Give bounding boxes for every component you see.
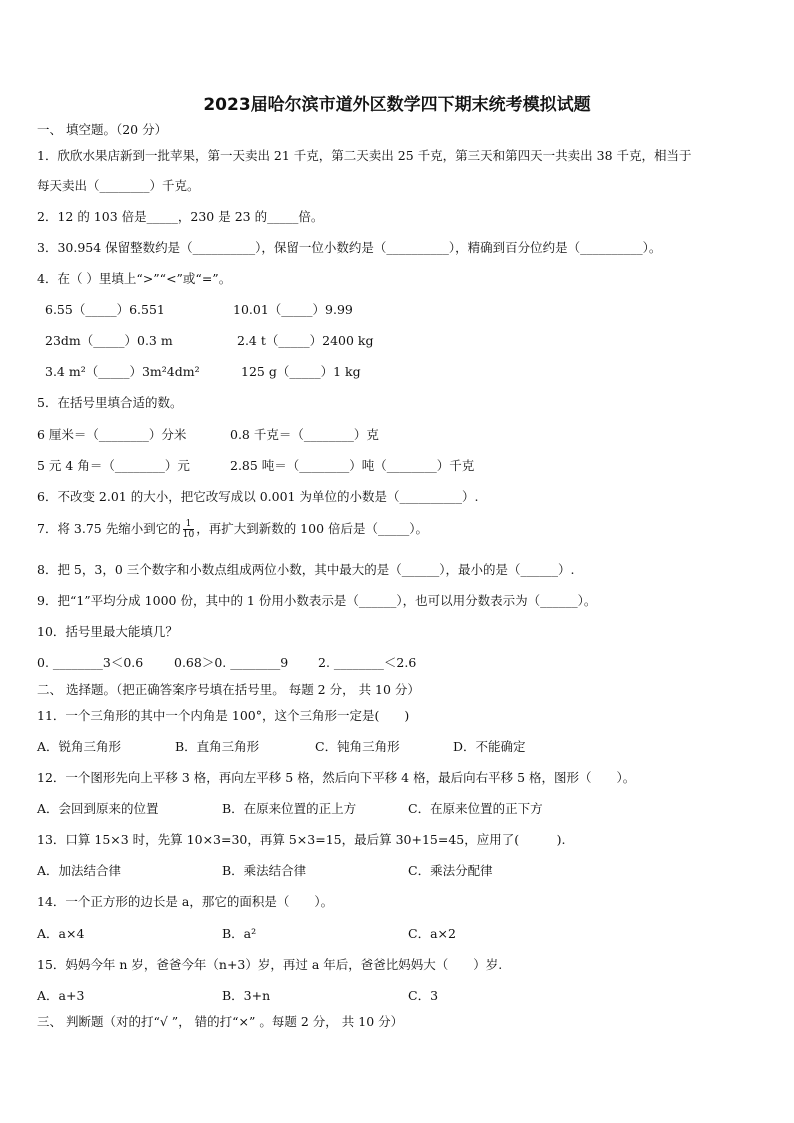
- q5-item-3: 5 元 4 角＝（________）元: [37, 458, 190, 473]
- question-10: 10．括号里最大能填几？: [37, 624, 178, 639]
- q13-option-c: C．乘法分配律: [408, 863, 493, 878]
- question-5: 5．在括号里填合适的数。: [37, 395, 183, 410]
- question-6: 6．不改变 2.01 的大小，把它改写成以 0.001 为单位的小数是（__________）.: [37, 489, 479, 504]
- q5-item-4: 2.85 吨＝（________）吨（________）千克: [230, 458, 475, 473]
- question-9: 9．把“1”平均分成 1000 份，其中的 1 份用小数表示是（______），也可以用分数表示为（______）。: [37, 593, 597, 608]
- q4-item-6: 125 g（_____）1 kg: [241, 364, 361, 379]
- fraction-numerator: 1: [183, 519, 194, 530]
- section-fill-blank-heading: 一、 填空题。（20 分）: [37, 122, 168, 137]
- q5-item-1: 6 厘米＝（________）分米: [37, 427, 187, 442]
- question-1-line-1: 1．欣欣水果店新到一批苹果，第一天卖出 21 千克，第二天卖出 25 千克，第三天和第四天一共卖出 38 千克，相当于: [37, 148, 692, 163]
- q15-option-c: C．3: [408, 988, 439, 1003]
- q4-item-1: 6.55（_____）6.551: [45, 302, 165, 317]
- question-1-line-2: 每天卖出（________）千克。: [37, 178, 200, 193]
- q4-item-4: 2.4 t（_____）2400 kg: [237, 333, 374, 348]
- question-3: 3．30.954 保留整数约是（__________），保留一位小数约是（__________），精确到百分位约是（__________）。: [37, 240, 662, 255]
- section-true-false-heading: 三、 判断题（对的打“√ ”， 错的打“×” 。每题 2 分， 共 10 分）: [37, 1014, 404, 1029]
- page-title: 2023届哈尔滨市道外区数学四下期末统考模拟试题: [203, 95, 591, 115]
- question-12: 12．一个图形先向上平移 3 格，再向左平移 5 格，然后向下平移 4 格，最后向右平移 5 格，图形（ ）。: [37, 770, 636, 785]
- q10-item-1: 0. ________3＜0.6: [37, 655, 144, 670]
- q15-option-a: A．a+3: [37, 988, 85, 1003]
- fraction-one-tenth: [183, 519, 194, 540]
- q10-item-2: 0.68＞0. ________9: [174, 655, 289, 670]
- q11-option-c: C．钝角三角形: [315, 739, 400, 754]
- q11-option-a: A．锐角三角形: [37, 739, 122, 754]
- q12-option-b: B．在原来位置的正上方: [222, 801, 357, 816]
- q7-text-before: 7．将 3.75 先缩小到它的: [37, 521, 181, 536]
- q14-option-b: B．a²: [222, 926, 257, 941]
- q14-option-a: A．a×4: [37, 926, 85, 941]
- q5-item-2: 0.8 千克＝（________）克: [230, 427, 379, 442]
- q11-option-b: B．直角三角形: [175, 739, 260, 754]
- q7-text-after: ，再扩大到新数的 100 倍后是（_____）。: [196, 521, 428, 536]
- q4-item-2: 10.01（_____）9.99: [233, 302, 353, 317]
- q15-option-b: B．3+n: [222, 988, 271, 1003]
- question-7: [37, 519, 428, 540]
- question-4: 4．在（ ）里填上“>”“<”或“=”。: [37, 271, 232, 286]
- fraction-denominator: 10: [182, 530, 195, 540]
- q12-option-c: C．在原来位置的正下方: [408, 801, 543, 816]
- q4-item-3: 23dm（_____）0.3 m: [45, 333, 173, 348]
- q11-option-d: D．不能确定: [453, 739, 526, 754]
- q12-option-a: A．会回到原来的位置: [37, 801, 159, 816]
- question-13: 13．口算 15×3 时，先算 10×3=30，再算 5×3=15，最后算 30+15=45，应用了( ).: [37, 832, 566, 847]
- question-2: 2．12 的 103 倍是_____，230 是 23 的_____倍。: [37, 209, 324, 224]
- question-14: 14．一个正方形的边长是 a，那它的面积是（ ）。: [37, 894, 334, 909]
- question-11: 11．一个三角形的其中一个内角是 100°，这个三角形一定是( ): [37, 708, 410, 723]
- q13-option-a: A．加法结合律: [37, 863, 122, 878]
- q10-item-3: 2. ________＜2.6: [318, 655, 417, 670]
- q13-option-b: B．乘法结合律: [222, 863, 307, 878]
- q14-option-c: C．a×2: [408, 926, 456, 941]
- q4-item-5: 3.4 m²（_____）3m²4dm²: [45, 364, 200, 379]
- section-choice-heading: 二、 选择题。（把正确答案序号填在括号里。 每题 2 分， 共 10 分）: [37, 682, 420, 697]
- question-15: 15．妈妈今年 n 岁，爸爸今年（n+3）岁，再过 a 年后，爸爸比妈妈大（ ）岁.: [37, 957, 503, 972]
- question-8: 8．把 5，3，0 三个数字和小数点组成两位小数，其中最大的是（______），最小的是（______）.: [37, 562, 575, 577]
